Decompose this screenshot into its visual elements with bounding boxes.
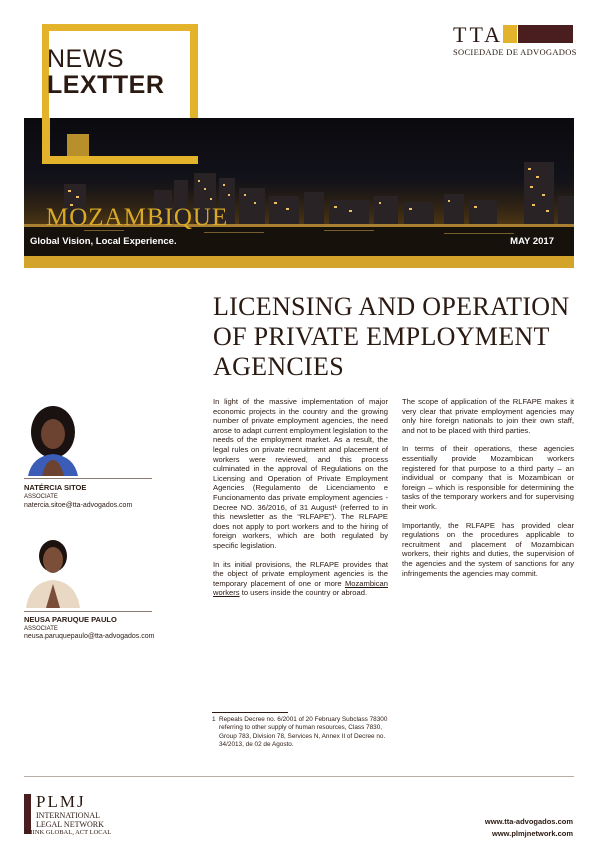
paragraph-text: In its initial provisions, the RLFAPE provides that the object of private employment agencies is the temporary placement of one or more bbox=[213, 559, 388, 588]
firm-logo-brown-block bbox=[518, 25, 573, 43]
article-title: LICENSING AND OPERATION OF PRIVATE EMPLOYMENT AGENCIES bbox=[213, 292, 570, 381]
firm-logo-yellow-block bbox=[503, 25, 517, 43]
author-divider bbox=[24, 611, 152, 612]
firm-logo-name: TTA bbox=[453, 22, 504, 47]
banner-frame-accent bbox=[42, 118, 198, 164]
issue-date: MAY 2017 bbox=[510, 236, 554, 247]
author-email[interactable]: natercia.sitoe@tta-advogados.com bbox=[24, 502, 133, 509]
website-link-tta[interactable]: www.tta-advogados.com bbox=[484, 817, 573, 826]
masthead-news: NEWS bbox=[47, 45, 124, 73]
footnote-number: 1 bbox=[212, 716, 216, 723]
plmj-line2: LEGAL NETWORK bbox=[36, 820, 104, 829]
paragraph: The scope of application of the RLFAPE makes it very clear that private employment agencies may only hire foreign nationals to join their own staff, and not to be placed with third parties. bbox=[402, 397, 574, 435]
author-name: NATÉRCIA SITOE bbox=[24, 483, 87, 492]
banner-gold-bar bbox=[24, 256, 574, 268]
firm-subtitle: SOCIEDADE DE ADVOGADOS bbox=[453, 47, 577, 57]
article-column-1 bbox=[213, 397, 388, 607]
masthead-square-accent bbox=[67, 134, 89, 156]
paragraph: In light of the massive implementation of major economic projects in the country and the growing number of private employment agencies, the need arose to adapt current employment legislation to the needs of the employment market. As a result, the legal rules on private recruitment and placement of workers were reviewed, and this process culminated in the approval of Regulations on the Licensing and Operation of Private Employment Agencies (Regulamento de Licenciamento e Funcionamento das private employment agencies - Decree NO. 36/2016, of 31 August¹ (referred to in this newsletter as the “RLFAPE”). The RLFAPE does not apply to port workers and to the hiring of foreign workers, which are both regulated by specific legislation. bbox=[213, 397, 388, 550]
paragraph-text: to users inside the country or abroad. bbox=[241, 588, 368, 598]
footer-divider bbox=[24, 776, 574, 777]
paragraph: Importantly, the RLFAPE has provided clear regulations on the procedures applicable to recruitment and placement of Mozambican workers, their rights and duties, the supervision of the agencies and the system of sanctions for any infringements the agencies may commit. bbox=[402, 520, 574, 578]
author-photo-natercia bbox=[24, 402, 82, 476]
author-name: NEUSA PARUQUE PAULO bbox=[24, 615, 117, 624]
article-column-2 bbox=[402, 397, 574, 587]
city-banner bbox=[24, 118, 574, 258]
plmj-logo-name: PLMJ bbox=[36, 792, 86, 811]
paragraph: In terms of their operations, these agencies essentially provide Mozambican workers registered for that purpose to a third party – an individual or company that is Mozambican or foreign – which is responsible for determining the tasks of the temporary workers and for supervising their work. bbox=[402, 444, 574, 511]
footnote-divider bbox=[212, 712, 288, 713]
footnote-text: Repeals Decree no. 6/2001 of 20 February Subclass 78300 referring to other supply of human resources, Class 7830, Group 783, Division 78, Services N, Annex II of Decree no. 34/2013, de 02 de Agosto. bbox=[219, 716, 388, 749]
masthead-lextter: LEXTTER bbox=[47, 71, 165, 99]
mozambican-workers-link[interactable]: Mozambican workers bbox=[213, 578, 388, 598]
author-divider bbox=[24, 478, 152, 479]
author-photo-neusa bbox=[24, 532, 82, 608]
paragraph bbox=[213, 560, 388, 598]
tagline: Global Vision, Local Experience. bbox=[30, 236, 177, 247]
plmj-line1: INTERNATIONAL bbox=[36, 811, 100, 820]
country-title: MOZAMBIQUE bbox=[46, 204, 229, 231]
author-role: ASSOCIATE bbox=[24, 626, 58, 632]
plmj-logo-mark bbox=[24, 794, 31, 834]
website-link-plmj[interactable]: www.plmjnetwork.com bbox=[492, 829, 573, 838]
plmj-slogan: THINK GLOBAL, ACT LOCAL bbox=[24, 829, 112, 836]
author-role: ASSOCIATE bbox=[24, 494, 58, 500]
author-email[interactable]: neusa.paruquepaulo@tta-advogados.com bbox=[24, 633, 155, 640]
